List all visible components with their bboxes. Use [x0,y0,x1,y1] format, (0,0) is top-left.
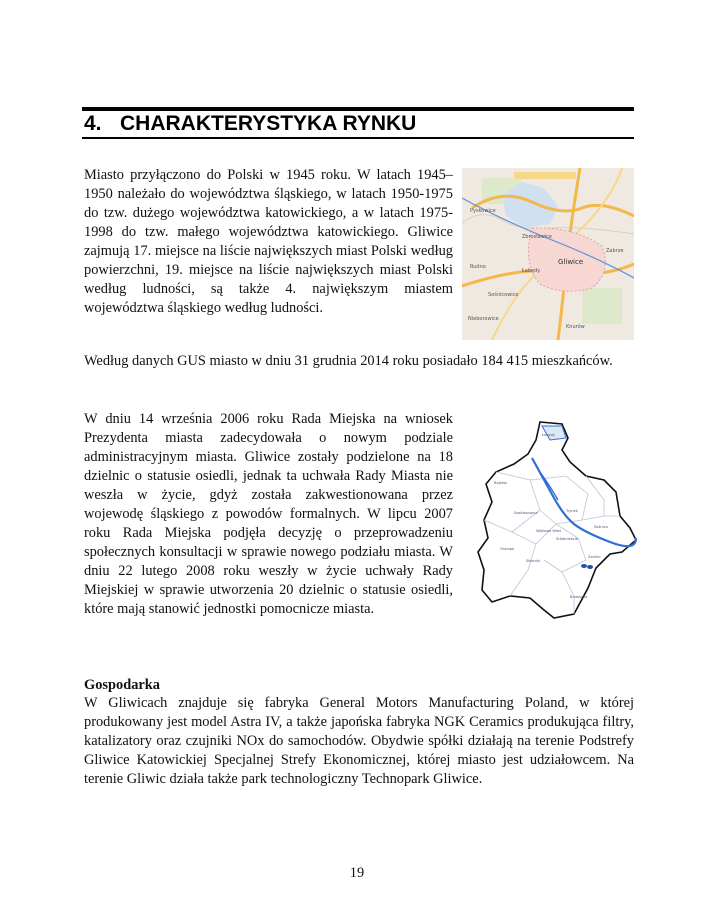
map-town-label: Nieborowice [468,316,499,322]
heading-rule-bottom [82,137,634,139]
map-town-label: Knurów [566,324,585,330]
map-district-label: Sośnica [594,525,608,529]
chapter-number: 4. [84,112,102,135]
map-town-label: Rudno [470,264,486,270]
paragraph-population: Według danych GUS miasto w dniu 31 grudnia 2014 roku posiadało 184 415 mieszkańców. [84,353,613,369]
map-town-label: Zbrosławice [522,234,552,240]
map-district-label: Łabędy [542,433,556,437]
paragraph-history: Miasto przyłączono do Polski w 1945 roku. W latach 1945–1950 należało do województwa śląskiego, w latach 1950-1975 do tzw. dużego województwa katowickiego, a w latach 1975-1998 do tzw. małego województwa katowickiego. Gliwice zajmują 17. miejsce na liście największych miast Polski według powierzchni, 19. miejsce na liście największych miast Polski według ludności, są także 4. największym miastem województwa śląskiego według ludności. [84,167,453,316]
gliwice-districts-map [470,420,638,620]
page-number: 19 [349,865,365,881]
map-district-label: Brzezinka [570,595,588,599]
map-town-label: Łabędy [522,268,541,274]
chapter-title: CHARAKTERYSTYKA RYNKU [120,112,417,135]
map-district-label: Śródmieście [556,537,578,541]
chapter-heading [84,112,634,136]
map-city-label: Gliwice [558,258,584,266]
map-district-label: Sikornik [526,559,541,563]
map-district-label: Żerniki [588,555,601,559]
paragraph-districts: W dniu 14 września 2006 roku Rada Miejska na wniosek Prezydenta miasta zadecydowała o nowym podziale administracyjnym miasta. Gliwice zostały podzielone na 18 dzielnic o statusie osiedli, jednak ta uchwała Rady Miasta nie weszła w życie, gdyż została zakwestionowana przez wojewodę śląskiego z powodów formalnych. W lipcu 2007 roku Rada Miejska podjęła decyzję o przeprowadzeniu społecznych konsultacji w sprawie nowego podziału miasta. W dniu 22 lutego 2008 roku weszły w życie uchwały Rady Miejskiej w sprawie utworzenia 20 dzielnic o statusie osiedli, które mają stanowić jednostki pomocnicze miasta. [84,411,453,617]
map-district-label: Bojków [494,481,507,485]
map-district-label: Wójtowa Wieś [536,529,561,533]
map-town-label: Sośnicowice [488,292,519,298]
section-title: Gospodarka [84,677,160,693]
heading-rule-top [82,107,634,111]
map-district-label: Trynek [566,509,578,513]
map-town-label: Pyskowice [470,208,496,214]
map-district-label: Szobiszowice [514,511,538,515]
map-district-label: Ostropa [500,547,515,551]
map-town-label: Zabrze [606,248,624,254]
paragraph-economy: W Gliwicach znajduje się fabryka General Motors Manufacturing Poland, w której produkowany jest model Astra IV, a także japońska fabryka NGK Ceramics produkująca filtry, katalizatory oraz czujniki NOx do samochodów. Obydwie spółki działają na terenie Podstrefy Gliwice Katowickiej Specjalnej Strefy Ekonomicznej, której miasto jest udziałowcem. Na terenie Gliwic działa także park technologiczny Technopark Gliwice. [84,695,634,787]
gliwice-region-map [462,168,634,340]
